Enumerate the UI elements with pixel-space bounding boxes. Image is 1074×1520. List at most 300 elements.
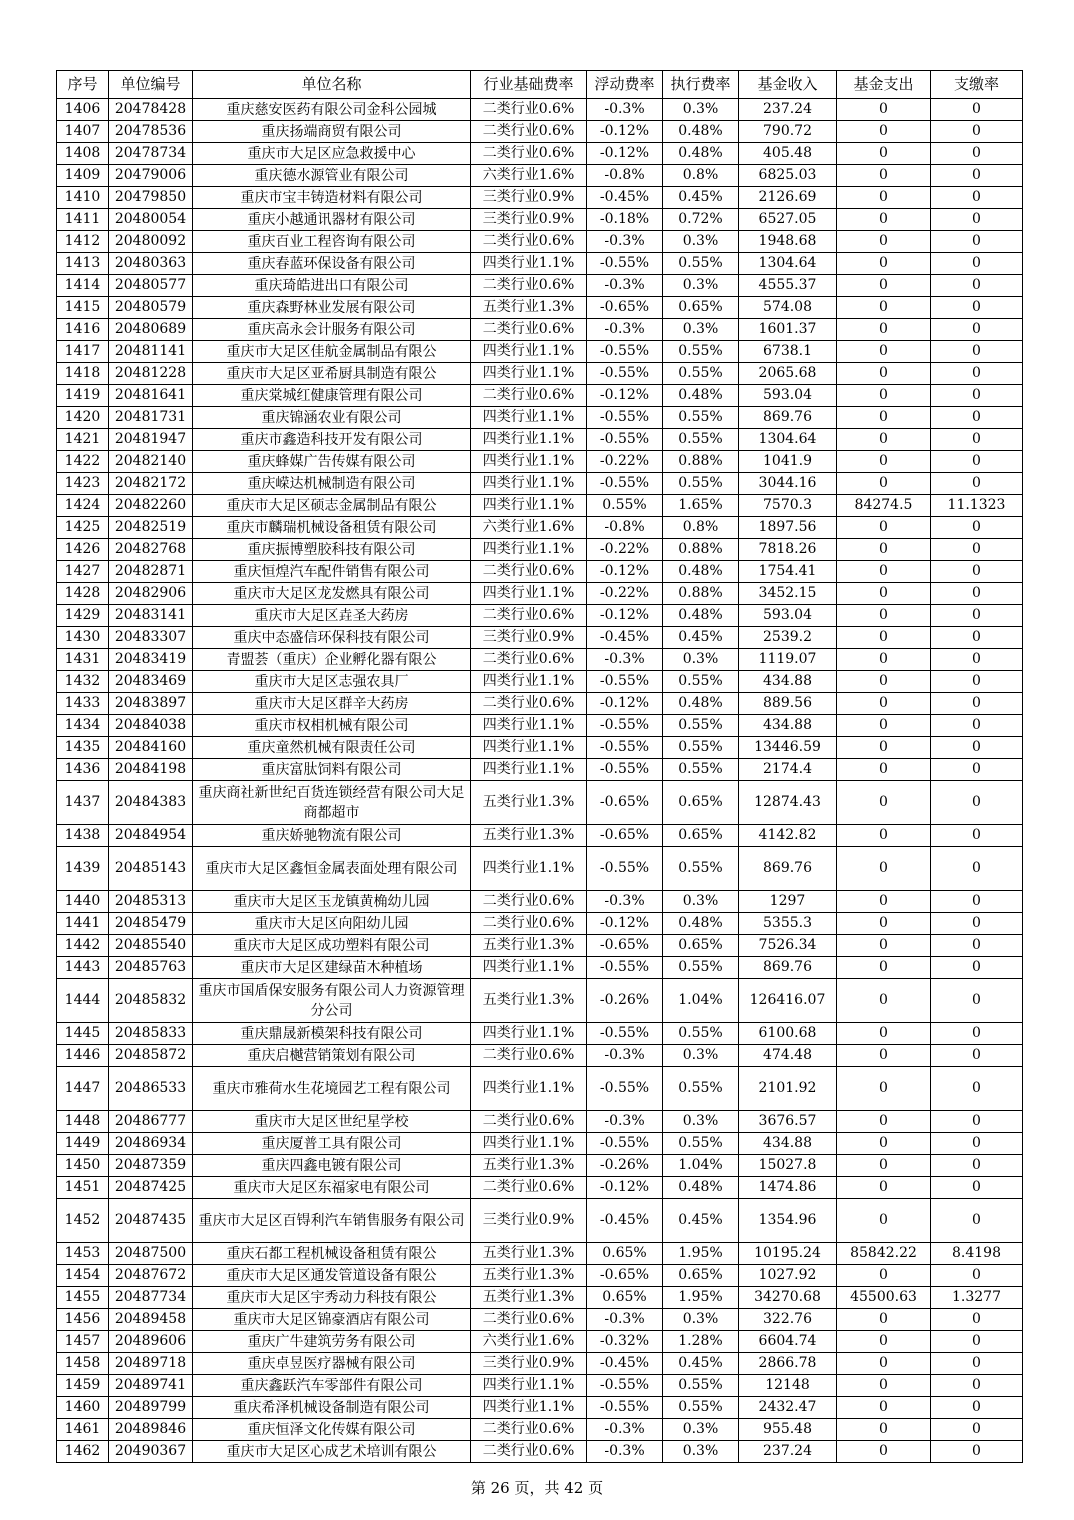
fund-expense-cell: 0 [837, 605, 931, 627]
fund-expense-cell: 0 [837, 649, 931, 671]
fund-income-cell: 1027.92 [739, 1265, 837, 1287]
unit-code-cell: 20484038 [109, 715, 193, 737]
exec-rate-cell: 0.55% [663, 363, 739, 385]
unit-name-cell: 重庆鑫跃汽车零部件有限公司 [193, 1375, 471, 1397]
base-rate-cell: 四类行业1.1% [471, 1023, 587, 1045]
fund-income-cell: 6527.05 [739, 209, 837, 231]
fund-income-cell: 474.48 [739, 1045, 837, 1067]
seq-cell: 1452 [57, 1199, 109, 1243]
payment-ratio-cell: 0 [931, 187, 1023, 209]
unit-name-cell: 重庆市大足区垚圣大药房 [193, 605, 471, 627]
unit-name-cell: 重庆启樾营销策划有限公司 [193, 1045, 471, 1067]
unit-code-cell: 20482871 [109, 561, 193, 583]
unit-code-cell: 20482140 [109, 451, 193, 473]
seq-cell: 1413 [57, 253, 109, 275]
payment-ratio-cell: 0 [931, 847, 1023, 891]
fund-income-cell: 5355.3 [739, 913, 837, 935]
base-rate-cell: 四类行业1.1% [471, 451, 587, 473]
exec-rate-cell: 0.55% [663, 1375, 739, 1397]
unit-code-cell: 20489846 [109, 1419, 193, 1441]
fund-income-cell: 889.56 [739, 693, 837, 715]
unit-name-cell: 重庆市大足区龙发燃具有限公司 [193, 583, 471, 605]
unit-name-cell: 重庆市大足区锦豪酒店有限公司 [193, 1309, 471, 1331]
payment-ratio-cell: 0 [931, 561, 1023, 583]
unit-code-cell: 20481731 [109, 407, 193, 429]
seq-cell: 1457 [57, 1331, 109, 1353]
fund-income-cell: 6100.68 [739, 1023, 837, 1045]
fund-expense-cell: 0 [837, 1375, 931, 1397]
float-rate-cell: -0.3% [587, 99, 663, 121]
unit-name-cell: 重庆石都工程机械设备租赁有限公 [193, 1243, 471, 1265]
exec-rate-cell: 0.48% [663, 121, 739, 143]
payment-ratio-cell: 0 [931, 759, 1023, 781]
base-rate-cell: 五类行业1.3% [471, 1243, 587, 1265]
payment-ratio-cell: 0 [931, 143, 1023, 165]
fund-expense-cell: 0 [837, 1353, 931, 1375]
seq-cell: 1433 [57, 693, 109, 715]
exec-rate-cell: 0.55% [663, 253, 739, 275]
fund-income-cell: 126416.07 [739, 979, 837, 1023]
seq-cell: 1442 [57, 935, 109, 957]
exec-rate-cell: 0.48% [663, 605, 739, 627]
base-rate-cell: 二类行业0.6% [471, 121, 587, 143]
float-rate-cell: -0.45% [587, 627, 663, 649]
base-rate-cell: 二类行业0.6% [471, 319, 587, 341]
unit-code-cell: 20481141 [109, 341, 193, 363]
seq-cell: 1451 [57, 1177, 109, 1199]
unit-code-cell: 20480579 [109, 297, 193, 319]
table-row [57, 979, 1023, 1023]
exec-rate-cell: 1.95% [663, 1287, 739, 1309]
fund-expense-cell: 0 [837, 979, 931, 1023]
unit-name-cell: 重庆市大足区玉龙镇黄桷幼儿园 [193, 891, 471, 913]
float-rate-cell: -0.65% [587, 297, 663, 319]
exec-rate-cell: 1.04% [663, 979, 739, 1023]
unit-name-cell: 重庆扬端商贸有限公司 [193, 121, 471, 143]
unit-code-cell: 20482906 [109, 583, 193, 605]
seq-cell: 1411 [57, 209, 109, 231]
unit-name-cell: 重庆市大足区应急救援中心 [193, 143, 471, 165]
unit-name-cell: 重庆恒煌汽车配件销售有限公司 [193, 561, 471, 583]
fund-expense-cell: 0 [837, 341, 931, 363]
payment-ratio-cell: 0 [931, 1045, 1023, 1067]
fund-expense-cell: 0 [837, 275, 931, 297]
unit-name-cell: 重庆恒泽文化传媒有限公司 [193, 1419, 471, 1441]
unit-code-cell: 20489741 [109, 1375, 193, 1397]
table-row [57, 605, 1023, 627]
fund-expense-cell: 0 [837, 1177, 931, 1199]
float-rate-cell: -0.55% [587, 671, 663, 693]
table-row [57, 781, 1023, 825]
float-rate-cell: -0.8% [587, 165, 663, 187]
seq-cell: 1417 [57, 341, 109, 363]
fund-income-cell: 1354.96 [739, 1199, 837, 1243]
base-rate-cell: 二类行业0.6% [471, 1111, 587, 1133]
unit-code-cell: 20478428 [109, 99, 193, 121]
unit-code-cell: 20487734 [109, 1287, 193, 1309]
fund-income-cell: 10195.24 [739, 1243, 837, 1265]
table-row [57, 231, 1023, 253]
table-row [57, 1287, 1023, 1309]
table-row [57, 1331, 1023, 1353]
fund-expense-cell: 0 [837, 561, 931, 583]
table-row [57, 1155, 1023, 1177]
seq-cell: 1426 [57, 539, 109, 561]
payment-ratio-cell: 0 [931, 517, 1023, 539]
exec-rate-cell: 0.3% [663, 319, 739, 341]
fund-expense-cell: 0 [837, 187, 931, 209]
seq-cell: 1410 [57, 187, 109, 209]
fund-income-cell: 593.04 [739, 385, 837, 407]
exec-rate-cell: 0.48% [663, 913, 739, 935]
unit-code-cell: 20478536 [109, 121, 193, 143]
fund-income-cell: 593.04 [739, 605, 837, 627]
payment-ratio-cell: 0 [931, 319, 1023, 341]
data-table [56, 70, 1023, 1463]
unit-name-cell: 重庆市大足区硕志金属制品有限公 [193, 495, 471, 517]
unit-name-cell: 重庆市大足区成功塑料有限公司 [193, 935, 471, 957]
table-row [57, 561, 1023, 583]
exec-rate-cell: 0.55% [663, 429, 739, 451]
fund-income-cell: 4555.37 [739, 275, 837, 297]
unit-name-cell: 重庆市大足区世纪星学校 [193, 1111, 471, 1133]
float-rate-cell: -0.18% [587, 209, 663, 231]
float-rate-cell: -0.12% [587, 561, 663, 583]
table-row [57, 913, 1023, 935]
fund-income-cell: 405.48 [739, 143, 837, 165]
exec-rate-cell: 0.88% [663, 451, 739, 473]
unit-name-cell: 重庆市大足区宇秀动力科技有限公 [193, 1287, 471, 1309]
base-rate-cell: 三类行业0.9% [471, 627, 587, 649]
unit-name-cell: 重庆小越通讯器材有限公司 [193, 209, 471, 231]
table-row [57, 1199, 1023, 1243]
exec-rate-cell: 0.55% [663, 1023, 739, 1045]
payment-ratio-cell: 0 [931, 715, 1023, 737]
float-rate-cell: -0.55% [587, 847, 663, 891]
fund-expense-cell: 0 [837, 297, 931, 319]
unit-name-cell: 重庆富肽饲料有限公司 [193, 759, 471, 781]
unit-name-cell: 重庆蜂媒广告传媒有限公司 [193, 451, 471, 473]
exec-rate-cell: 0.48% [663, 693, 739, 715]
fund-expense-cell: 0 [837, 1419, 931, 1441]
fund-income-cell: 3452.15 [739, 583, 837, 605]
exec-rate-cell: 0.3% [663, 1111, 739, 1133]
payment-ratio-cell: 0 [931, 1155, 1023, 1177]
table-row [57, 143, 1023, 165]
seq-cell: 1444 [57, 979, 109, 1023]
fund-income-cell: 1601.37 [739, 319, 837, 341]
base-rate-cell: 二类行业0.6% [471, 561, 587, 583]
table-row [57, 1177, 1023, 1199]
seq-cell: 1455 [57, 1287, 109, 1309]
unit-name-cell: 重庆春蓝环保设备有限公司 [193, 253, 471, 275]
fund-income-cell: 7818.26 [739, 539, 837, 561]
fund-income-cell: 4142.82 [739, 825, 837, 847]
table-row [57, 737, 1023, 759]
unit-code-cell: 20486777 [109, 1111, 193, 1133]
base-rate-cell: 四类行业1.1% [471, 957, 587, 979]
unit-name-cell: 重庆市大足区百锝利汽车销售服务有限公司 [193, 1199, 471, 1243]
fund-income-cell: 1754.41 [739, 561, 837, 583]
base-rate-cell: 二类行业0.6% [471, 649, 587, 671]
fund-expense-cell: 0 [837, 1199, 931, 1243]
exec-rate-cell: 0.3% [663, 1419, 739, 1441]
payment-ratio-cell: 0 [931, 781, 1023, 825]
payment-ratio-cell: 0 [931, 275, 1023, 297]
fund-expense-cell: 0 [837, 671, 931, 693]
payment-ratio-cell: 0 [931, 1177, 1023, 1199]
float-rate-cell: -0.3% [587, 891, 663, 913]
unit-code-cell: 20480092 [109, 231, 193, 253]
base-rate-cell: 四类行业1.1% [471, 671, 587, 693]
unit-code-cell: 20486934 [109, 1133, 193, 1155]
base-rate-cell: 五类行业1.3% [471, 1287, 587, 1309]
unit-name-cell: 重庆市大足区鑫恒金属表面处理有限公司 [193, 847, 471, 891]
table-row [57, 715, 1023, 737]
seq-cell: 1420 [57, 407, 109, 429]
float-rate-cell: -0.3% [587, 1419, 663, 1441]
base-rate-cell: 二类行业0.6% [471, 1177, 587, 1199]
fund-expense-cell: 0 [837, 517, 931, 539]
fund-expense-cell: 0 [837, 715, 931, 737]
payment-ratio-cell: 0 [931, 1375, 1023, 1397]
base-rate-cell: 五类行业1.3% [471, 979, 587, 1023]
unit-code-cell: 20484954 [109, 825, 193, 847]
unit-code-cell: 20486533 [109, 1067, 193, 1111]
fund-expense-cell: 0 [837, 253, 931, 275]
fund-expense-cell: 0 [837, 1155, 931, 1177]
float-rate-cell: -0.55% [587, 253, 663, 275]
fund-income-cell: 1474.86 [739, 1177, 837, 1199]
unit-code-cell: 20480577 [109, 275, 193, 297]
unit-code-cell: 20480689 [109, 319, 193, 341]
unit-name-cell: 重庆市大足区群辛大药房 [193, 693, 471, 715]
payment-ratio-cell: 0 [931, 671, 1023, 693]
table-header [57, 71, 1023, 99]
table-row [57, 957, 1023, 979]
base-rate-cell: 四类行业1.1% [471, 1133, 587, 1155]
float-rate-cell: -0.55% [587, 363, 663, 385]
float-rate-cell: -0.3% [587, 231, 663, 253]
seq-cell: 1424 [57, 495, 109, 517]
unit-code-cell: 20487435 [109, 1199, 193, 1243]
fund-income-header: 基金收入 [739, 71, 837, 99]
base-rate-cell: 二类行业0.6% [471, 99, 587, 121]
base-rate-cell: 五类行业1.3% [471, 935, 587, 957]
table-row [57, 1419, 1023, 1441]
seq-cell: 1430 [57, 627, 109, 649]
base-rate-cell: 三类行业0.9% [471, 209, 587, 231]
float-rate-cell: -0.55% [587, 407, 663, 429]
fund-expense-cell: 0 [837, 319, 931, 341]
base-rate-cell: 二类行业0.6% [471, 1419, 587, 1441]
seq-cell: 1412 [57, 231, 109, 253]
payment-ratio-cell: 0 [931, 693, 1023, 715]
exec-rate-cell: 0.55% [663, 847, 739, 891]
table-row [57, 187, 1023, 209]
fund-income-cell: 434.88 [739, 715, 837, 737]
table-row [57, 1243, 1023, 1265]
unit-name-cell: 重庆高永会计服务有限公司 [193, 319, 471, 341]
unit-code-cell: 20479006 [109, 165, 193, 187]
base-rate-cell: 四类行业1.1% [471, 473, 587, 495]
float-rate-cell: -0.3% [587, 1441, 663, 1463]
payment-ratio-cell: 0 [931, 1133, 1023, 1155]
float-rate-cell: -0.12% [587, 605, 663, 627]
unit-code-cell: 20489458 [109, 1309, 193, 1331]
base-rate-cell: 六类行业1.6% [471, 1331, 587, 1353]
unit-name-cell: 重庆棠城红健康管理有限公司 [193, 385, 471, 407]
float-rate-cell: 0.65% [587, 1287, 663, 1309]
unit-code-cell: 20487425 [109, 1177, 193, 1199]
payment-ratio-cell: 0 [931, 605, 1023, 627]
float-rate-cell: -0.12% [587, 913, 663, 935]
table-row [57, 495, 1023, 517]
payment-ratio-cell: 1.3277 [931, 1287, 1023, 1309]
table-row [57, 1045, 1023, 1067]
float-rate-cell: -0.55% [587, 1067, 663, 1111]
fund-income-cell: 237.24 [739, 99, 837, 121]
seq-cell: 1415 [57, 297, 109, 319]
table-row [57, 209, 1023, 231]
float-rate-cell: -0.3% [587, 1309, 663, 1331]
unit-code-cell: 20481228 [109, 363, 193, 385]
base-rate-cell: 四类行业1.1% [471, 759, 587, 781]
unit-name-cell: 重庆市大足区通发管道设备有限公 [193, 1265, 471, 1287]
table-row [57, 1067, 1023, 1111]
base-rate-cell: 五类行业1.3% [471, 1265, 587, 1287]
fund-income-cell: 1897.56 [739, 517, 837, 539]
base-rate-cell: 四类行业1.1% [471, 583, 587, 605]
base-rate-cell: 二类行业0.6% [471, 275, 587, 297]
fund-expense-cell: 0 [837, 1023, 931, 1045]
float-rate-cell: -0.55% [587, 1375, 663, 1397]
float-rate-cell: -0.12% [587, 143, 663, 165]
exec-rate-cell: 0.55% [663, 1067, 739, 1111]
page-footer: 第 26 页，共 42 页 [470, 1479, 604, 1497]
table-row [57, 385, 1023, 407]
table-row [57, 935, 1023, 957]
unit-name-cell: 重庆市雅荷水生花境园艺工程有限公司 [193, 1067, 471, 1111]
float-rate-cell: -0.55% [587, 473, 663, 495]
fund-income-cell: 790.72 [739, 121, 837, 143]
table-row [57, 1441, 1023, 1463]
unit-name-cell: 重庆市大足区东福家电有限公司 [193, 1177, 471, 1199]
unit-code-cell: 20485313 [109, 891, 193, 913]
payment-ratio-cell: 0 [931, 1309, 1023, 1331]
float-rate-cell: -0.12% [587, 693, 663, 715]
unit-code-cell: 20484383 [109, 781, 193, 825]
exec-rate-cell: 1.04% [663, 1155, 739, 1177]
unit-code-cell: 20482260 [109, 495, 193, 517]
payment-ratio-cell: 0 [931, 363, 1023, 385]
base-rate-header: 行业基础费率 [471, 71, 587, 99]
base-rate-cell: 四类行业1.1% [471, 847, 587, 891]
unit-name-cell: 重庆森野林业发展有限公司 [193, 297, 471, 319]
table-row [57, 363, 1023, 385]
fund-expense-cell: 0 [837, 165, 931, 187]
float-rate-cell: -0.45% [587, 1199, 663, 1243]
table-row [57, 693, 1023, 715]
fund-income-cell: 2539.2 [739, 627, 837, 649]
float-rate-cell: -0.3% [587, 1045, 663, 1067]
payment-ratio-cell: 0 [931, 957, 1023, 979]
seq-cell: 1438 [57, 825, 109, 847]
base-rate-cell: 六类行业1.6% [471, 517, 587, 539]
exec-rate-cell: 0.3% [663, 1045, 739, 1067]
table-row [57, 891, 1023, 913]
seq-cell: 1456 [57, 1309, 109, 1331]
unit-name-cell: 重庆娇驰物流有限公司 [193, 825, 471, 847]
payment-ratio-cell: 0 [931, 473, 1023, 495]
unit-name-cell: 重庆鼎晟新模架科技有限公司 [193, 1023, 471, 1045]
base-rate-cell: 二类行业0.6% [471, 231, 587, 253]
fund-income-cell: 237.24 [739, 1441, 837, 1463]
fund-expense-cell: 0 [837, 1441, 931, 1463]
unit-code-cell: 20481641 [109, 385, 193, 407]
unit-name-cell: 重庆市宝丰铸造材料有限公司 [193, 187, 471, 209]
exec-rate-cell: 0.45% [663, 1199, 739, 1243]
table-row [57, 1111, 1023, 1133]
float-rate-cell: -0.45% [587, 187, 663, 209]
exec-rate-cell: 0.3% [663, 649, 739, 671]
fund-income-cell: 955.48 [739, 1419, 837, 1441]
payment-ratio-cell: 0 [931, 1067, 1023, 1111]
fund-expense-cell: 0 [837, 891, 931, 913]
fund-expense-cell: 0 [837, 693, 931, 715]
fund-expense-cell: 0 [837, 1067, 931, 1111]
payment-ratio-cell: 0 [931, 1419, 1023, 1441]
float-rate-cell: -0.26% [587, 1155, 663, 1177]
unit-name-cell: 重庆市麟瑞机械设备租赁有限公司 [193, 517, 471, 539]
table-row [57, 319, 1023, 341]
unit-code-cell: 20485833 [109, 1023, 193, 1045]
exec-rate-cell: 0.55% [663, 341, 739, 363]
base-rate-cell: 五类行业1.3% [471, 1155, 587, 1177]
table-row [57, 847, 1023, 891]
fund-expense-cell: 0 [837, 1265, 931, 1287]
unit-code-cell: 20482768 [109, 539, 193, 561]
float-rate-header: 浮动费率 [587, 71, 663, 99]
unit-name-cell: 重庆市大足区建绿苗木种植场 [193, 957, 471, 979]
exec-rate-cell: 0.45% [663, 627, 739, 649]
float-rate-cell: -0.65% [587, 1265, 663, 1287]
seq-cell: 1445 [57, 1023, 109, 1045]
table-row [57, 1309, 1023, 1331]
payment-ratio-cell: 0 [931, 253, 1023, 275]
unit-code-cell: 20483419 [109, 649, 193, 671]
fund-income-cell: 1119.07 [739, 649, 837, 671]
seq-cell: 1441 [57, 913, 109, 935]
base-rate-cell: 四类行业1.1% [471, 737, 587, 759]
seq-cell: 1406 [57, 99, 109, 121]
base-rate-cell: 四类行业1.1% [471, 253, 587, 275]
exec-rate-cell: 0.55% [663, 759, 739, 781]
exec-rate-cell: 0.8% [663, 165, 739, 187]
seq-cell: 1427 [57, 561, 109, 583]
exec-rate-cell: 0.55% [663, 407, 739, 429]
exec-rate-cell: 0.65% [663, 935, 739, 957]
exec-rate-cell: 0.3% [663, 891, 739, 913]
seq-cell: 1458 [57, 1353, 109, 1375]
seq-cell: 1434 [57, 715, 109, 737]
float-rate-cell: -0.55% [587, 1397, 663, 1419]
fund-income-cell: 13446.59 [739, 737, 837, 759]
fund-expense-cell: 0 [837, 935, 931, 957]
fund-expense-cell: 0 [837, 1397, 931, 1419]
seq-cell: 1422 [57, 451, 109, 473]
table-row [57, 517, 1023, 539]
